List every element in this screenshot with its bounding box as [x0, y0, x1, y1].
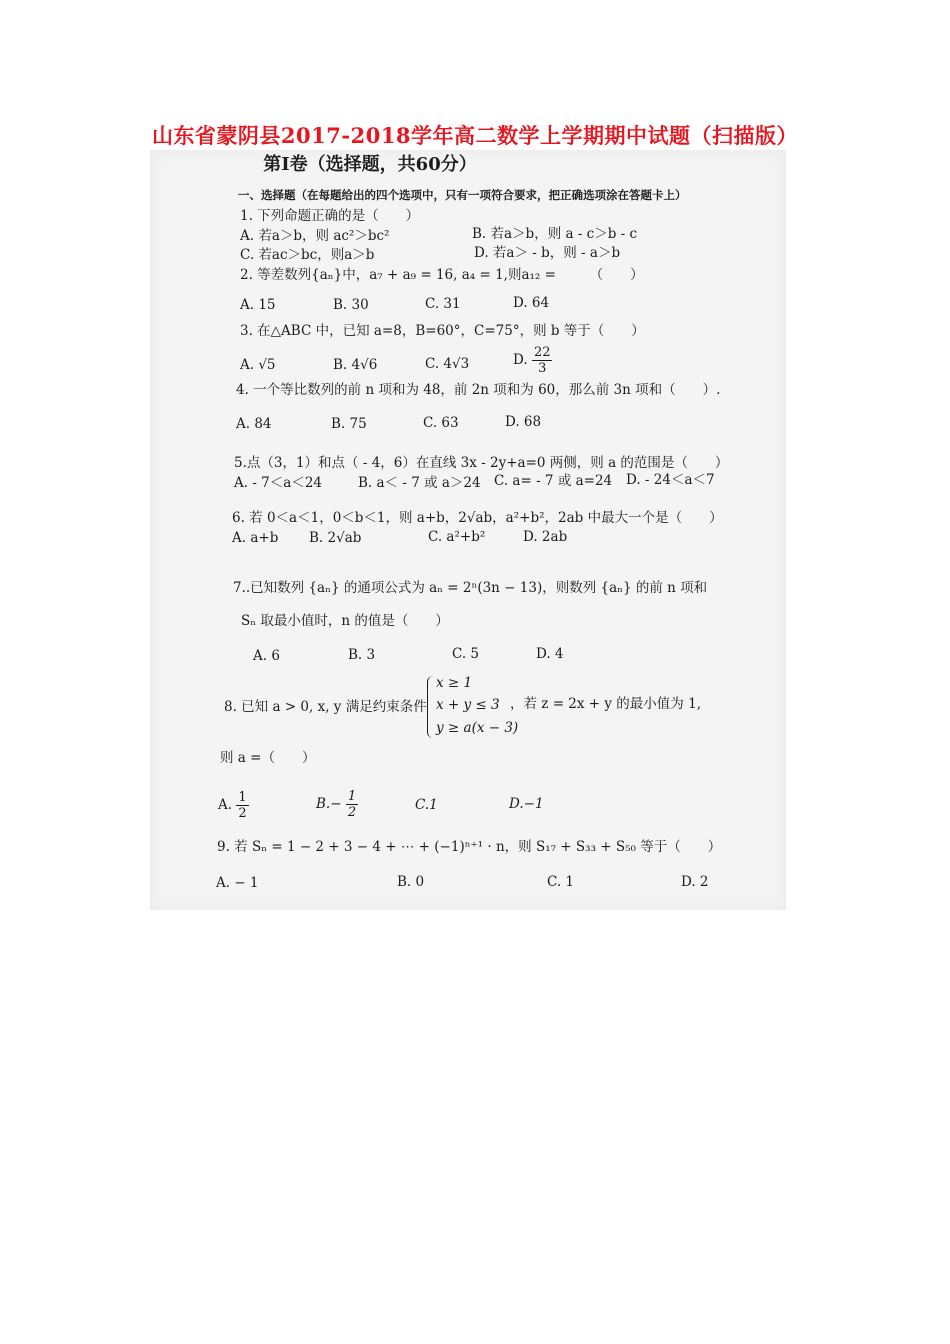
q8-constraint-2: x + y ≤ 3: [436, 697, 500, 713]
q7-option-b: B. 3: [348, 647, 376, 663]
instruction-text: 一、选择题（在每题给出的四个选项中，只有一项符合要求，把正确选项涂在答题卡上）: [238, 188, 687, 202]
q4-stem: 4. 一个等比数列的前 n 项和为 48，前 2n 项和为 60，那么前 3n 项和（ ）.: [236, 382, 721, 398]
q1-option-c: C. 若ac＞bc，则a＞b: [240, 247, 375, 263]
q4-option-a: A. 84: [236, 416, 272, 432]
q8-b-numerator: 1: [347, 789, 357, 804]
q5-option-b: B. a＜ - 7 或 a＞24: [358, 475, 481, 491]
q8-stem-line2: 则 a =（ ）: [220, 750, 316, 766]
q8-option-a: [218, 790, 249, 821]
q3-option-d-fraction: [532, 345, 553, 376]
q8-stem-tail: ，若 z = 2x + y 的最小值为 1,: [510, 696, 701, 712]
q4-option-d: D. 68: [505, 414, 542, 430]
q8-constraint-3: y ≥ a(x − 3): [436, 720, 519, 736]
q3-d-denominator: 3: [538, 361, 547, 376]
q8-a-numerator: 1: [238, 790, 247, 805]
q8-constraint-1: x ≥ 1: [436, 675, 473, 691]
constraint-brace: [427, 676, 436, 738]
document-title: 山东省蒙阴县2017-2018学年高二数学上学期期中试题（扫描版）: [151, 123, 799, 148]
q9-option-d: D. 2: [681, 874, 709, 890]
q1-option-a: A. 若a＞b，则 ac²＞bc²: [240, 228, 390, 244]
q3-stem: 3. 在△ABC 中，已知 a=8，B=60°，C=75°，则 b 等于（ ）: [240, 323, 645, 339]
q2-option-b: B. 30: [333, 297, 369, 313]
q8-stem: 8. 已知 a > 0, x, y 满足约束条件: [224, 699, 427, 715]
q3-d-numerator: 22: [533, 345, 551, 360]
q5-option-d: D. - 24＜a＜7: [626, 472, 715, 488]
q2-stem: 2. 等差数列{aₙ}中，a₇ + a₉ = 16, a₄ = 1,则a₁₂ = （ ）: [240, 267, 644, 283]
q2-option-d: D. 64: [513, 295, 550, 311]
q5-option-a: A. - 7＜a＜24: [234, 475, 323, 491]
q6-stem: 6. 若 0＜a＜1，0＜b＜1，则 a+b，2√ab，a²+b²，2ab 中最大一个是（ ）: [232, 510, 723, 526]
q8-option-b-prefix: B.−: [316, 796, 342, 812]
q1-option-d: D. 若a＞ - b，则 - a＞b: [474, 245, 621, 261]
q8-b-denominator: 2: [347, 805, 357, 820]
q4-option-b: B. 75: [331, 416, 367, 432]
q3-option-a: A. √5: [240, 357, 276, 373]
q6-option-b: B. 2√ab: [309, 530, 362, 546]
q2-option-a: A. 15: [240, 297, 276, 313]
q5-option-c: C. a= - 7 或 a=24: [494, 473, 613, 489]
q7-stem: 7..已知数列 {aₙ} 的通项公式为 aₙ = 2ⁿ(3n − 13)，则数列 {aₙ} 的前 n 项和: [233, 580, 708, 596]
q6-option-a: A. a+b: [232, 530, 279, 546]
section-title: 第Ⅰ卷（选择题，共60分）: [263, 154, 477, 175]
q3-option-c: C. 4√3: [425, 356, 470, 372]
q8-a-denominator: 2: [238, 806, 247, 821]
q9-stem: 9. 若 Sₙ = 1 − 2 + 3 − 4 + ⋯ + (−1)ⁿ⁺¹ · n，则 S₁₇ + S₃₃ + S₅₀ 等于（ ）: [217, 839, 722, 855]
q4-option-c: C. 63: [423, 415, 459, 431]
q5-stem: 5.点（3，1）和点（ - 4，6）在直线 3x - 2y+a=0 两侧，则 a 的范围是（ ）: [234, 455, 729, 471]
q8-option-a-fraction: [236, 790, 248, 821]
q8-option-c: C.1: [415, 797, 438, 813]
q6-option-c: C. a²+b²: [428, 529, 486, 545]
q3-option-b: B. 4√6: [333, 357, 378, 373]
q8-option-a-prefix: A.: [218, 797, 233, 813]
q9-option-b: B. 0: [397, 874, 425, 890]
q7-option-c: C. 5: [452, 646, 480, 662]
q7-option-d: D. 4: [536, 646, 564, 662]
q8-option-b: [316, 789, 358, 820]
q9-option-a: A. − 1: [216, 875, 259, 891]
q8-option-d: D.−1: [509, 796, 544, 812]
q9-option-c: C. 1: [547, 874, 575, 890]
q3-option-d: [513, 345, 552, 376]
q8-option-b-fraction: [346, 789, 358, 820]
q1-option-b: B. 若a＞b，则 a - c＞b - c: [472, 226, 638, 242]
q3-option-d-prefix: D.: [513, 352, 528, 368]
q7-stem-line2: Sₙ 取最小值时，n 的值是（ ）: [241, 613, 449, 629]
q2-option-c: C. 31: [425, 296, 461, 312]
q1-stem: 1. 下列命题正确的是（ ）: [240, 208, 420, 224]
q6-option-d: D. 2ab: [523, 529, 568, 545]
q7-option-a: A. 6: [253, 648, 280, 664]
